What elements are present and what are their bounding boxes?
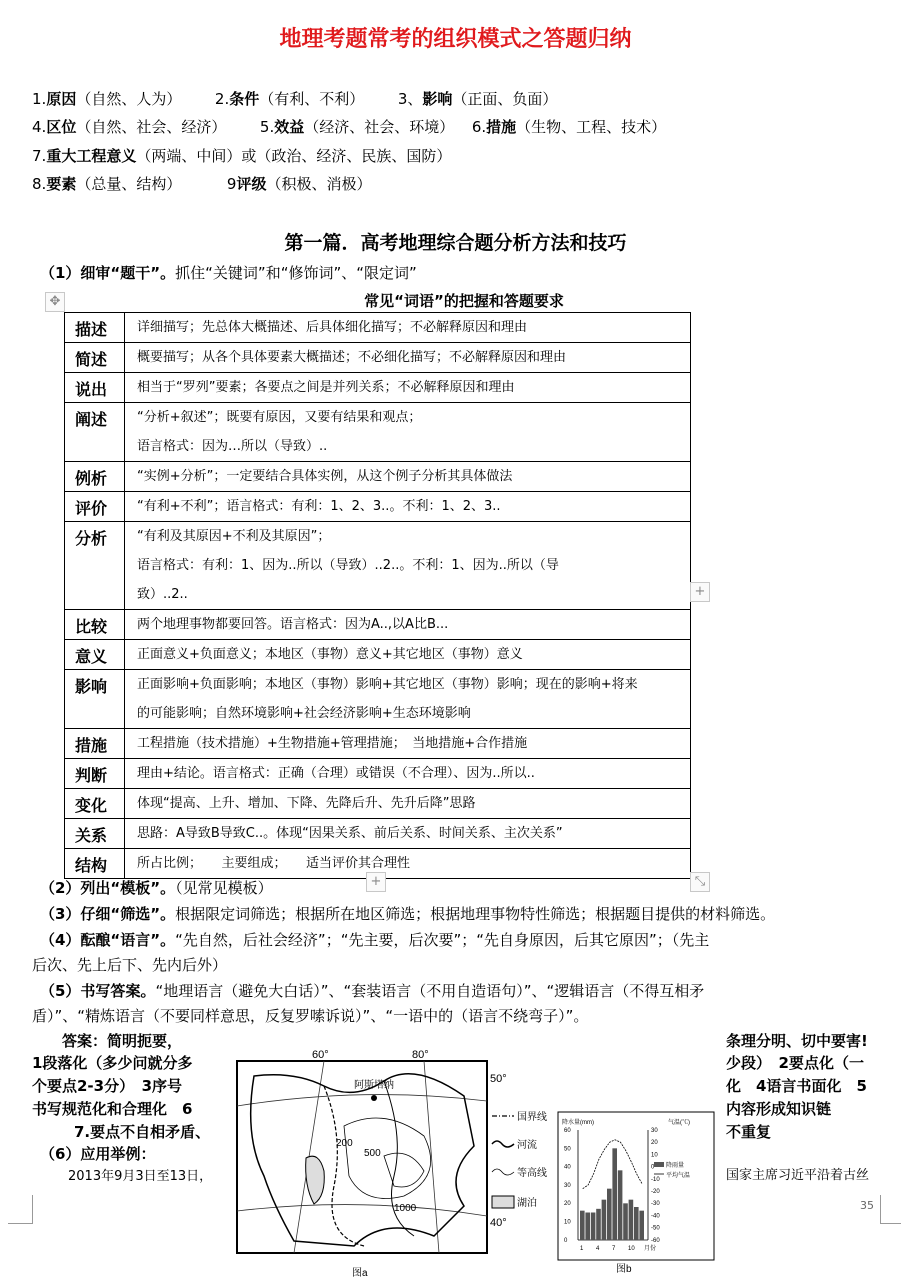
legend-border: 国界线 <box>517 1112 547 1123</box>
answer-right-5: 不重复 <box>726 1123 772 1141</box>
requirement-line: “有利及其原因+不利及其原因”； <box>137 529 331 544</box>
term-keyword: 描述 <box>65 313 125 343</box>
x-tick-label: 7 <box>612 1246 616 1252</box>
term-keyword: 关系 <box>65 819 125 849</box>
term-requirement <box>125 522 691 610</box>
map-lat-1: 50° <box>490 1073 507 1085</box>
term-keyword: 阐述 <box>65 403 125 462</box>
term-requirement <box>125 403 691 462</box>
term-keyword: 判断 <box>65 759 125 789</box>
term-requirement <box>125 492 691 522</box>
map-legend <box>492 1110 547 1209</box>
requirement-line: 的可能影响；自然环境影响+社会经济影响+生态环境影响 <box>137 706 471 721</box>
step-5-cont: 盾）”、“精炼语言（不要同样意思，反复罗嗦诉说）”、“一语中的（语言不绕弯子）”。 <box>32 1007 589 1025</box>
map-city-label: 阿斯塔纳 <box>354 1080 394 1091</box>
requirement-line: 工程措施（技术措施）+生物措施+管理措施； 当地措施+合作措施 <box>137 736 528 751</box>
answer-right-4: 内容形成知识链 <box>726 1100 832 1118</box>
table-row <box>65 789 691 819</box>
requirement-line: 详细描写；先总体大概描述、后具体细化描写；不必解释原因和理由 <box>137 320 528 335</box>
term-keyword: 比较 <box>65 610 125 640</box>
right-tick-label: -30 <box>651 1201 660 1208</box>
legend-river: 河流 <box>517 1140 537 1151</box>
answer-right-2: 少段） 2要点化（一 <box>726 1054 864 1072</box>
table-row <box>65 492 691 522</box>
precip-bar <box>580 1211 585 1240</box>
term-keyword: 变化 <box>65 789 125 819</box>
section-title: 第一篇．高考地理综合题分析方法和技巧 <box>284 232 627 254</box>
term-keyword: 措施 <box>65 729 125 759</box>
precip-bar <box>585 1213 590 1241</box>
x-tick-label: 10 <box>628 1246 635 1252</box>
requirement-line: 致）..2.. <box>137 587 188 602</box>
right-tick-label: 10 <box>651 1152 658 1159</box>
answer-line-2: 1段落化（多少问就分多 <box>32 1054 193 1072</box>
map-caption: 图a <box>352 1268 368 1278</box>
map-contour-500: 500 <box>364 1148 381 1159</box>
requirement-line: 概要描写；从各个具体要素大概描述；不必细化描写；不必解释原因和理由 <box>137 350 567 365</box>
term-keyword: 例析 <box>65 462 125 492</box>
map-lon-2: 80° <box>412 1049 429 1061</box>
left-tick-label: 30 <box>564 1182 571 1189</box>
table-row <box>65 729 691 759</box>
map-contour-1000: 1000 <box>394 1203 417 1214</box>
requirement-line: 语言格式：因为…所以（导致）.. <box>137 439 328 454</box>
page-corner-mark-right <box>880 1195 901 1224</box>
term-requirement <box>125 610 691 640</box>
term-requirement <box>125 849 691 879</box>
requirement-line: 正面意义+负面意义；本地区（事物）意义+其它地区（事物）意义 <box>137 647 523 662</box>
term-requirement <box>125 462 691 492</box>
requirement-line: “实例+分析”；一定要结合具体实例，从这个例子分析其具体做法 <box>137 469 513 484</box>
step-6-right: 国家主席习近平沿着古丝 <box>726 1168 870 1183</box>
table-row <box>65 522 691 610</box>
precip-bar <box>596 1209 601 1240</box>
requirement-line: 理由+结论。语言格式：正确（合理）或错误（不合理）、因为..所以.. <box>137 766 535 781</box>
precip-bar <box>634 1207 639 1240</box>
term-keyword: 影响 <box>65 670 125 729</box>
x-tick-label: 月份 <box>644 1246 657 1252</box>
term-keyword: 说出 <box>65 373 125 403</box>
left-tick-label: 50 <box>564 1146 571 1153</box>
right-tick-label: 30 <box>651 1128 658 1134</box>
precip-bar <box>607 1189 612 1240</box>
precip-bar <box>591 1213 596 1241</box>
right-tick-label: -50 <box>651 1225 660 1232</box>
left-tick-label: 0 <box>564 1237 568 1244</box>
add-row-button[interactable]: + <box>366 872 386 892</box>
table-row <box>65 610 691 640</box>
modes-line-1: 1.原因（自然、人为） 2.条件（有利、不利） 3、影响（正面、负面） <box>32 90 558 108</box>
term-keyword: 分析 <box>65 522 125 610</box>
table-row <box>65 759 691 789</box>
climate-legend-rain: 降雨量 <box>666 1163 685 1169</box>
table-row <box>65 640 691 670</box>
term-keyword: 结构 <box>65 849 125 879</box>
answer-line-1: 答案：简明扼要， <box>62 1032 183 1050</box>
term-keyword: 评价 <box>65 492 125 522</box>
step-5: （5）书写答案。“地理语言（避免大白话）”、“套装语言（不用自造语句）”、“逻辑语言（不得互相矛 <box>40 982 705 1000</box>
page-corner-mark-left <box>8 1195 33 1224</box>
terms-table <box>64 312 691 879</box>
requirement-line: 体现“提高、上升、增加、下降、先降后升、先升后降”思路 <box>137 796 476 811</box>
precip-bar <box>612 1148 617 1240</box>
requirement-line: 语言格式：有利：1、因为..所以（导致）..2..。不利：1、因为..所以（导 <box>137 558 559 573</box>
map-lon-1: 60° <box>312 1049 329 1061</box>
left-tick-label: 20 <box>564 1201 571 1208</box>
right-tick-label: 0 <box>651 1164 655 1171</box>
x-tick-label: 1 <box>580 1246 584 1252</box>
climate-chart <box>556 1110 716 1278</box>
map-contour-200: 200 <box>336 1138 353 1149</box>
page-number: 35 <box>860 1199 874 1212</box>
x-tick-label: 4 <box>596 1246 600 1252</box>
precip-bar <box>602 1200 607 1240</box>
legend-contour: 等高线 <box>517 1168 547 1179</box>
requirement-line: 思路：A导致B导致C..。体现“因果关系、前后关系、时间关系、主次关系” <box>137 826 563 841</box>
step-4-cont: 后次、先上后下、先内后外） <box>32 956 228 974</box>
answer-right-3: 化 4语言书面化 5 <box>726 1077 867 1095</box>
requirement-line: 两个地理事物都要回答。语言格式：因为A..,以A比B... <box>137 617 449 632</box>
table-row <box>65 313 691 343</box>
table-row <box>65 670 691 729</box>
step-6: （6）应用举例： <box>40 1145 156 1163</box>
term-requirement <box>125 373 691 403</box>
modes-line-3: 7.重大工程意义（两端、中间）或（政治、经济、民族、国防） <box>32 147 452 165</box>
right-tick-label: -20 <box>651 1189 660 1195</box>
term-requirement <box>125 759 691 789</box>
table-resize-handle-icon[interactable]: ⤡ <box>690 872 710 892</box>
left-tick-label: 10 <box>564 1219 571 1226</box>
modes-line-4: 8.要素（总量、结构） 9评级（积极、消极） <box>32 175 372 193</box>
left-tick-label: 60 <box>564 1128 571 1134</box>
answer-right-1: 条理分明、切中要害! <box>726 1032 868 1050</box>
climate-legend-temp: 平均气温 <box>666 1173 691 1179</box>
right-tick-label: -40 <box>651 1213 660 1220</box>
term-requirement <box>125 789 691 819</box>
term-requirement <box>125 640 691 670</box>
climate-y-left: 降水量(mm) <box>562 1120 594 1126</box>
modes-line-2: 4.区位（自然、社会、经济） 5.效益（经济、社会、环境） 6.措施（生物、工程、技术） <box>32 118 667 136</box>
requirement-line: “分析+叙述”；既要有原因，又要有结果和观点； <box>137 410 422 425</box>
step-3: （3）仔细“筛选”。根据限定词筛选；根据所在地区筛选；根据地理事物特性筛选；根据题目提供的材料筛选。 <box>40 905 776 923</box>
climate-y-right: 气温(℃) <box>668 1120 690 1126</box>
answer-line-5: 7.要点不自相矛盾、 <box>74 1123 211 1141</box>
add-column-button[interactable]: + <box>690 582 710 602</box>
term-requirement <box>125 819 691 849</box>
step-6-date: 2013年9月3日至13日， <box>68 1169 213 1184</box>
table-title: 常见“词语”的把握和答题要求 <box>364 292 564 310</box>
left-tick-label: 40 <box>564 1164 571 1171</box>
term-requirement <box>125 729 691 759</box>
term-keyword: 简述 <box>65 343 125 373</box>
precip-bar <box>618 1170 623 1240</box>
legend-lake: 湖泊 <box>517 1198 537 1209</box>
precip-bar <box>623 1203 628 1240</box>
map-figure <box>234 1046 549 1278</box>
requirement-line: 正面影响+负面影响；本地区（事物）影响+其它地区（事物）影响；现在的影响+将来 <box>137 677 638 692</box>
table-move-handle-icon[interactable]: ✥ <box>45 292 65 312</box>
table-row <box>65 373 691 403</box>
requirement-line: 所占比例； 主要组成； 适当评价其合理性 <box>137 856 411 871</box>
page-title: 地理考题常考的组织模式之答题归纳 <box>279 27 632 52</box>
precip-bar <box>629 1200 634 1240</box>
climate-caption: 图b <box>616 1264 632 1275</box>
table-row <box>65 462 691 492</box>
table-row <box>65 819 691 849</box>
step-4: （4）酝酿“语言”。“先自然，后社会经济”；“先主要，后次要”；“先自身原因，后其它原因”；（先主 <box>40 931 710 949</box>
table-row <box>65 343 691 373</box>
precip-bar <box>639 1211 644 1240</box>
right-tick-label: -60 <box>651 1237 660 1244</box>
term-requirement <box>125 343 691 373</box>
term-keyword: 意义 <box>65 640 125 670</box>
term-requirement <box>125 670 691 729</box>
map-lat-2: 40° <box>490 1217 507 1229</box>
step-1: （1）细审“题干”。抓住“关键词”和“修饰词”、“限定词” <box>40 264 417 282</box>
requirement-line: 相当于“罗列”要素；各要点之间是并列关系；不必解释原因和理由 <box>137 380 515 395</box>
right-tick-label: 20 <box>651 1140 658 1147</box>
answer-line-4: 书写规范化和合理化 6 <box>32 1100 193 1118</box>
requirement-line: “有利+不利”；语言格式：有利：1、2、3..。不利：1、2、3.. <box>137 499 501 514</box>
step-2: （2）列出“模板”。（见常见模板） <box>40 879 273 897</box>
table-row <box>65 403 691 462</box>
answer-line-3: 个要点2-3分） 3序号 <box>32 1077 183 1095</box>
term-requirement <box>125 313 691 343</box>
right-tick-label: -10 <box>651 1176 660 1183</box>
